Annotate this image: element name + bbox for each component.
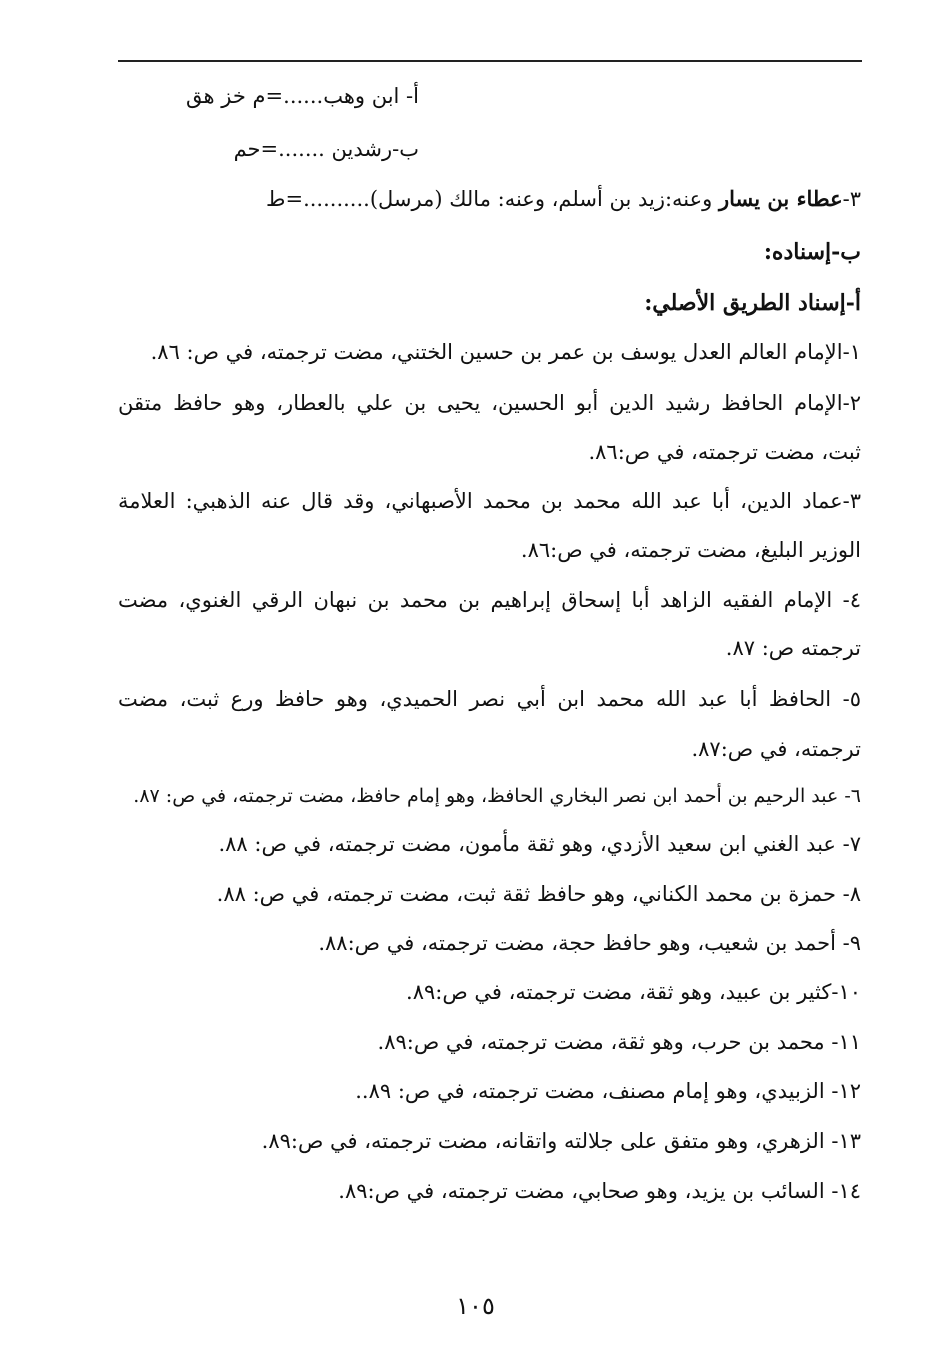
subsection-heading-original-route: أ-إسناد الطريق الأصلي: — [644, 290, 861, 316]
page-number: ١٠٥ — [456, 1292, 495, 1320]
line-23: ١٤- السائب بن يزيد، وهو صحابي، مضت ترجمته، في ص:٨٩. — [338, 1179, 861, 1203]
line-17: ٨- حمزة بن محمد الكناني، وهو حافظ ثقة ثبت، مضت ترجمته، في ص: ٨٨. — [216, 882, 861, 906]
header-rule — [118, 60, 862, 62]
line-10: الوزير البليغ، مضت ترجمته، في ص:٨٦. — [520, 538, 861, 562]
line-1: أ- ابن وهب......=م خز هق — [186, 84, 419, 108]
line-21: ١٢- الزبيدي، وهو إمام مصنف، مضت ترجمته، في ص: ٨٩.. — [355, 1079, 861, 1103]
line-14: ترجمته، في ص:٨٧. — [691, 737, 861, 761]
section-heading-isnad: ب-إسناده: — [763, 239, 861, 265]
line-19: ١٠-كثير بن عبيد، وهو ثقة، مضت ترجمته، في ص:٨٩. — [406, 980, 861, 1004]
line-16: ٧- عبد الغني ابن سعيد الأزدي، وهو ثقة مأمون، مضت ترجمته، في ص: ٨٨. — [218, 832, 861, 856]
line-3-rest: وعنه:زيد بن أسلم، وعنه: مالك (مرسل)..........=ط — [266, 187, 719, 211]
line-11: ٤- الإمام الفقيه الزاهد أبا إسحاق إبراهيم بن محمد بن نبهان الرقي الغنوي، مضت — [118, 588, 861, 612]
line-13: ٥- الحافظ أبا عبد الله محمد ابن أبي نصر الحميدي، وهو حافظ ورع ثبت، مضت — [118, 687, 861, 711]
line-9: ٣-عماد الدين، أبا عبد الله محمد بن محمد الأصبهاني، وقد قال عنه الذهبي: العلامة — [118, 489, 861, 513]
line-12: ترجمته ص: ٨٧. — [725, 636, 861, 660]
line-18: ٩- أحمد بن شعيب، وهو حافظ حجة، مضت ترجمته، في ص:٨٨. — [318, 931, 861, 955]
line-3-number: ٣- — [842, 187, 861, 211]
line-15: ٦- عبد الرحيم بن أحمد ابن نصر البخاري الحافظ، وهو إمام حافظ، مضت ترجمته، في ص: ٨٧. — [133, 785, 861, 807]
line-3 — [266, 183, 861, 215]
line-6: ١-الإمام العالم العدل يوسف بن عمر بن حسين الختني، مضت ترجمته، في ص: ٨٦. — [150, 340, 861, 364]
line-2: ب-رشدين .......=حم — [233, 137, 419, 161]
line-20: ١١- محمد بن حرب، وهو ثقة، مضت ترجمته، في ص:٨٩. — [377, 1030, 861, 1054]
line-22: ١٣- الزهري، وهو متفق على جلالته واتقانه، مضت ترجمته، في ص:٨٩. — [261, 1129, 861, 1153]
line-7: ٢-الإمام الحافظ رشيد الدين أبو الحسين، يحيى بن علي بالعطار، وهو حافظ متقن — [118, 391, 861, 415]
line-3-name: عطاء بن يسار — [719, 186, 843, 211]
line-8: ثبت، مضت ترجمته، في ص:٨٦. — [588, 440, 861, 464]
